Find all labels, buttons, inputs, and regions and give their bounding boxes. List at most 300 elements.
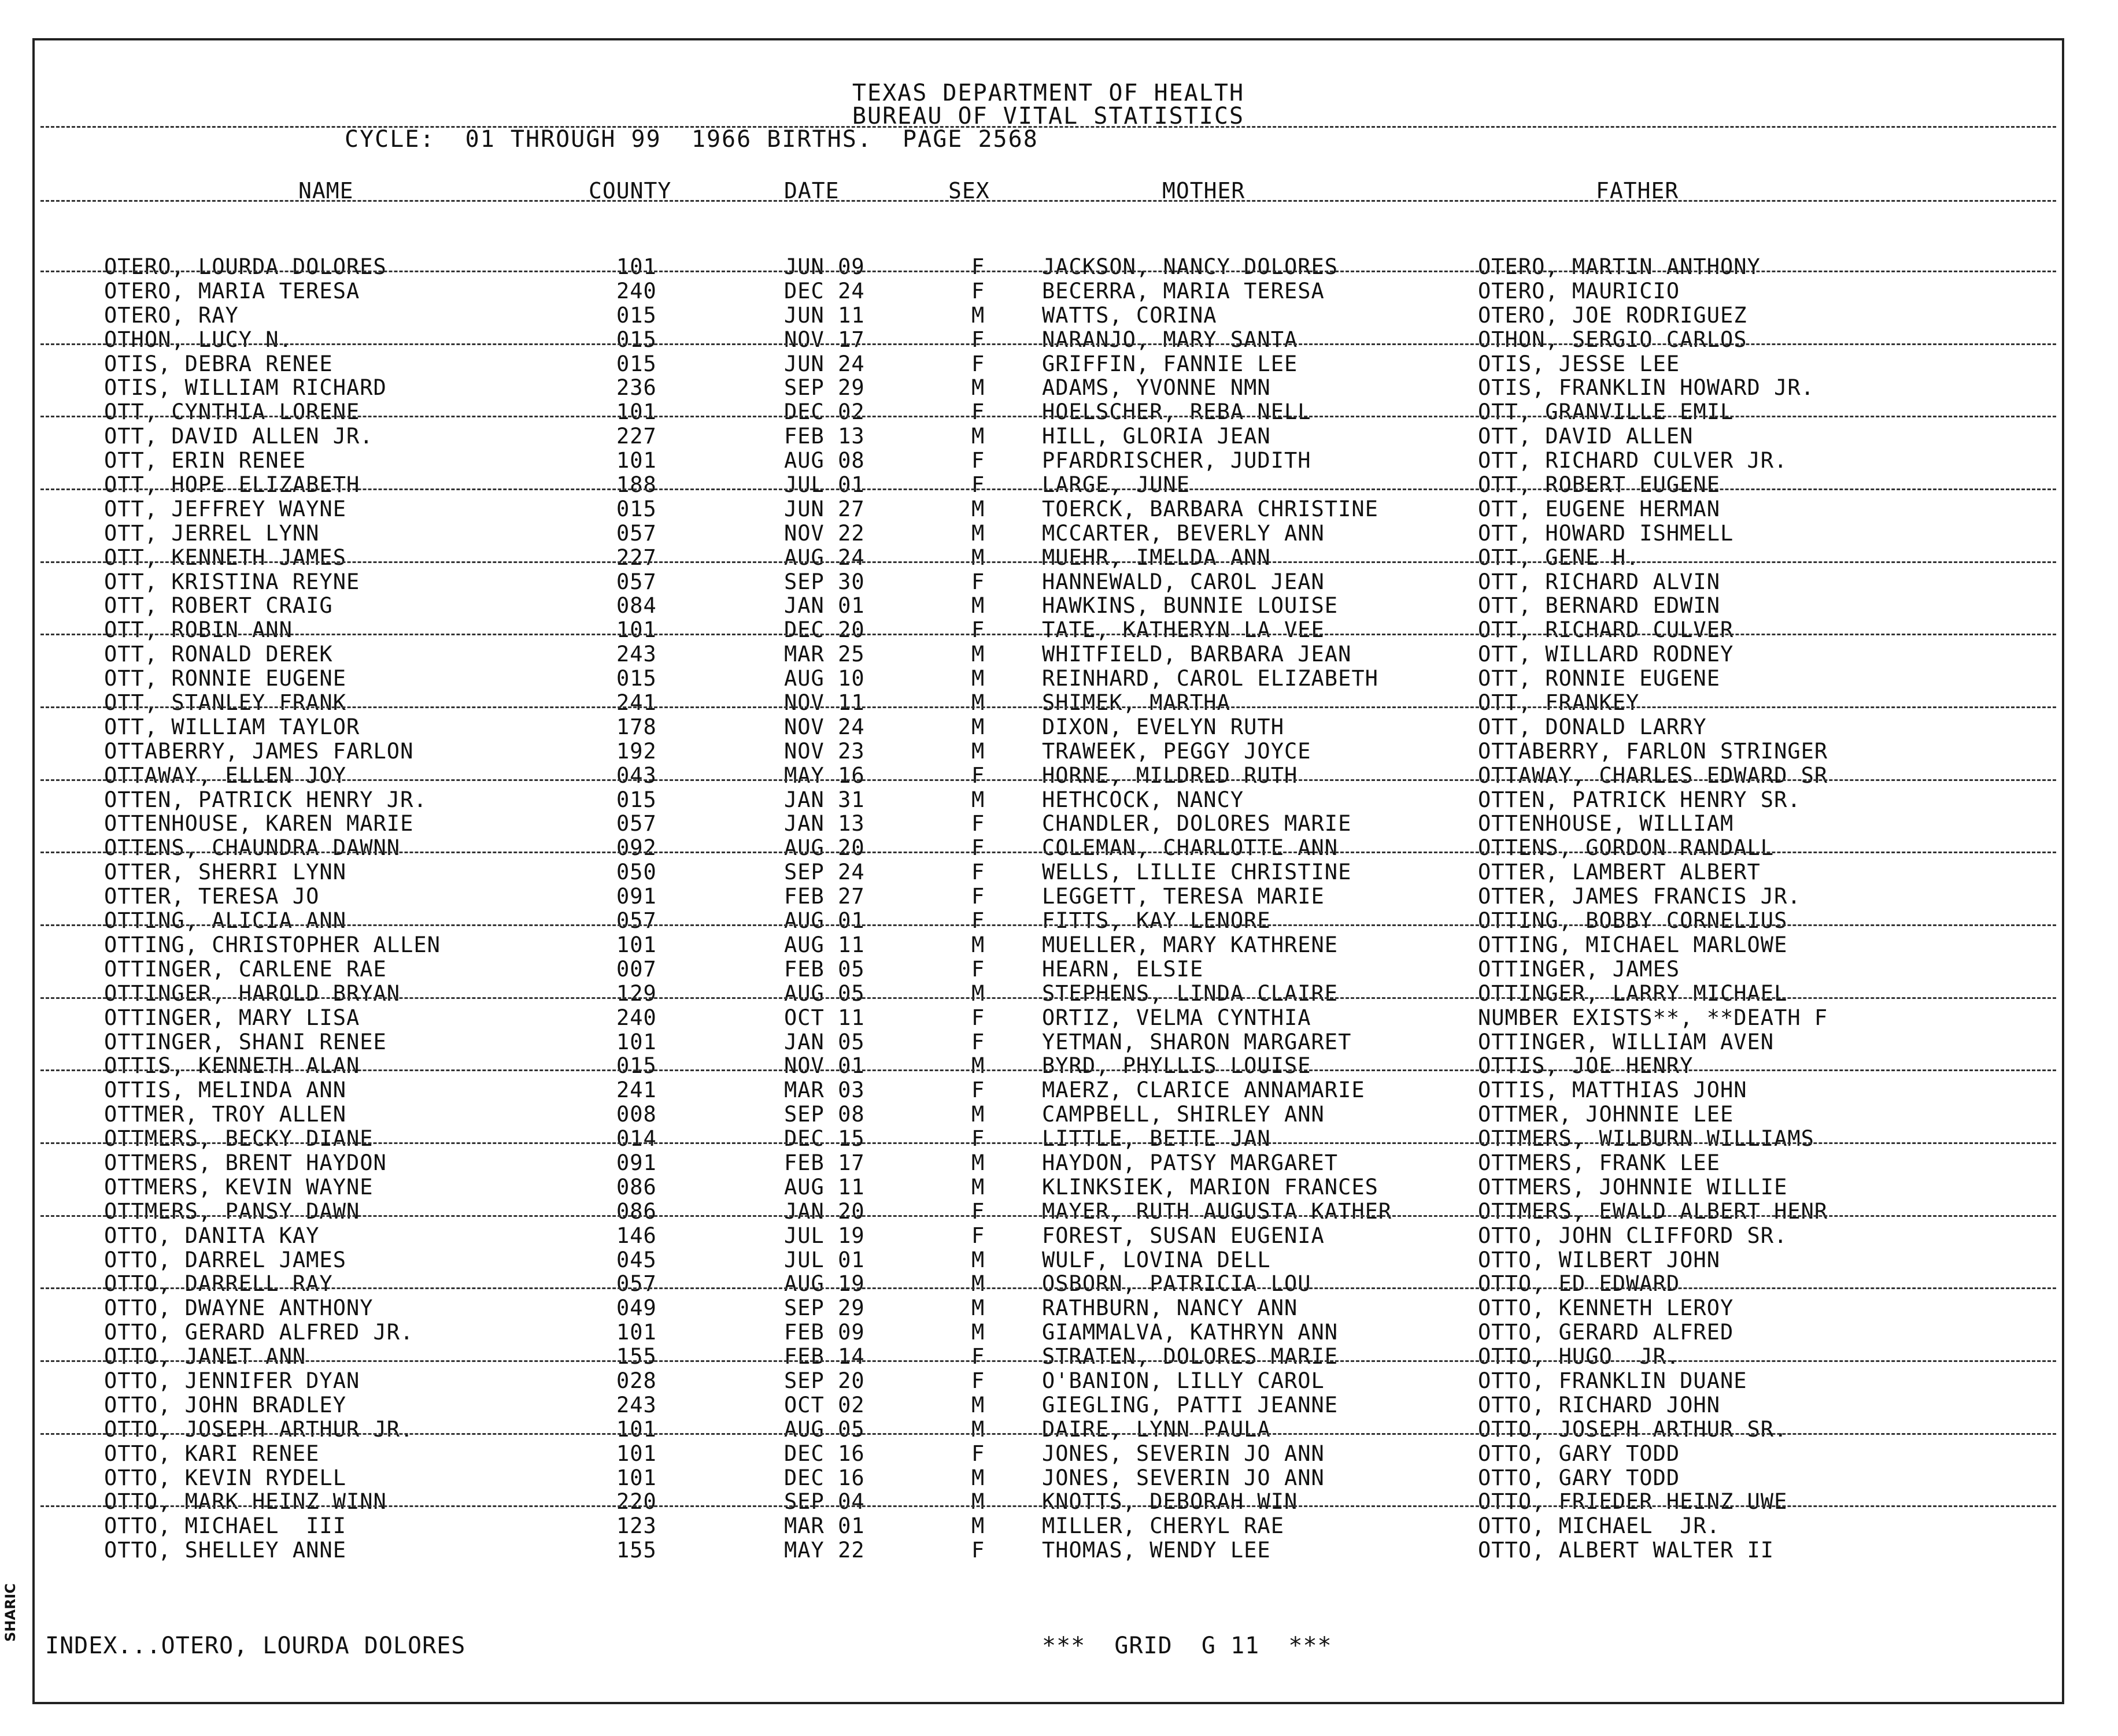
cell-name: OTT, RONNIE EUGENE <box>104 666 346 691</box>
cell-sex: M <box>971 520 985 546</box>
cell-father: OTTER, LAMBERT ALBERT <box>1478 860 1761 885</box>
cell-date: JUL 01 <box>784 472 865 498</box>
cell-county: 015 <box>616 327 657 352</box>
cell-name: OTTO, GERARD ALFRED JR. <box>104 1320 414 1345</box>
cell-date: MAR 03 <box>784 1078 865 1103</box>
cell-county: 091 <box>616 884 657 909</box>
cell-date: SEP 20 <box>784 1368 865 1393</box>
cell-name: OTTING, CHRISTOPHER ALLEN <box>104 932 441 957</box>
cell-father: OTTER, JAMES FRANCIS JR. <box>1478 884 1801 909</box>
cell-county: 050 <box>616 860 657 885</box>
table-row <box>35 424 2062 448</box>
cell-name: OTTER, SHERRI LYNN <box>104 860 346 885</box>
cell-date: JUN 09 <box>784 254 865 279</box>
cell-name: OTTO, SHELLEY ANNE <box>104 1538 346 1563</box>
cell-father: OTERO, MAURICIO <box>1478 278 1680 303</box>
table-row <box>35 1344 2062 1368</box>
table-row <box>35 787 2062 812</box>
cell-date: OCT 11 <box>784 1005 865 1030</box>
cell-mother: WATTS, CORINA <box>1042 302 1217 328</box>
cell-sex: M <box>971 1150 985 1175</box>
table-row <box>35 303 2062 327</box>
cell-father: OTTINGER, WILLIAM AVEN <box>1478 1029 1775 1054</box>
table-row <box>35 1271 2062 1295</box>
cell-name: OTT, HOPE ELIZABETH <box>104 472 360 498</box>
cell-mother: WELLS, LILLIE CHRISTINE <box>1042 860 1352 885</box>
cell-name: OTTAWAY, ELLEN JOY <box>104 762 346 788</box>
cell-county: 178 <box>616 714 657 739</box>
cell-father: NUMBER EXISTS**, **DEATH F <box>1478 1005 1828 1030</box>
cell-date: SEP 29 <box>784 1295 865 1321</box>
cell-date: JAN 01 <box>784 593 865 619</box>
column-header-date: DATE <box>784 178 840 203</box>
table-row <box>35 860 2062 884</box>
cell-name: OTTO, DARRELL RAY <box>104 1271 333 1297</box>
cell-name: OTTMERS, BECKY DIANE <box>104 1126 374 1152</box>
column-header-mother: MOTHER <box>1162 178 1245 203</box>
cell-father: OTTMERS, WILBURN WILLIAMS <box>1478 1126 1814 1152</box>
cell-name: OTHON, LUCY N. <box>104 327 293 352</box>
cell-date: FEB 27 <box>784 884 865 909</box>
cell-date: AUG 05 <box>784 980 865 1006</box>
cell-father: OTTO, ED EDWARD <box>1478 1271 1680 1297</box>
index-footer: INDEX...OTERO, LOURDA DOLORES <box>45 1633 466 1659</box>
cell-sex: F <box>971 399 985 425</box>
cell-sex: F <box>971 327 985 352</box>
cell-county: 192 <box>616 738 657 764</box>
cell-county: 084 <box>616 593 657 619</box>
cell-sex: F <box>971 884 985 909</box>
cell-mother: BECERRA, MARIA TERESA <box>1042 278 1325 303</box>
table-row <box>35 1199 2062 1223</box>
table-row <box>35 1393 2062 1417</box>
table-row <box>35 1223 2062 1248</box>
cell-father: OTTO, HUGO JR. <box>1478 1344 1680 1369</box>
cell-father: OTTO, MICHAEL JR. <box>1478 1513 1720 1539</box>
cell-mother: MCCARTER, BEVERLY ANN <box>1042 520 1325 546</box>
cell-name: OTTO, JANET ANN <box>104 1344 306 1369</box>
table-row <box>35 399 2062 424</box>
cell-sex: M <box>971 496 985 521</box>
cell-date: JAN 31 <box>784 787 865 812</box>
cell-sex: M <box>971 1320 985 1345</box>
cell-mother: WULF, LOVINA DELL <box>1042 1247 1271 1272</box>
cell-mother: HAYDON, PATSY MARGARET <box>1042 1150 1339 1175</box>
table-row <box>35 617 2062 642</box>
document-sheet <box>32 38 2064 1704</box>
cell-county: 049 <box>616 1295 657 1321</box>
cell-sex: M <box>971 787 985 812</box>
cell-name: OTTER, TERESA JO <box>104 884 320 909</box>
cell-sex: F <box>971 1029 985 1054</box>
cell-name: OTT, RONALD DEREK <box>104 642 333 667</box>
cell-mother: SHIMEK, MARTHA <box>1042 690 1230 716</box>
cell-date: FEB 13 <box>784 424 865 449</box>
cell-name: OTTINGER, MARY LISA <box>104 1005 360 1030</box>
table-row <box>35 545 2062 569</box>
table-row <box>35 1053 2062 1078</box>
cell-mother: FITTS, KAY LENORE <box>1042 908 1271 934</box>
cell-date: JUN 27 <box>784 496 865 521</box>
cycle-line: CYCLE: 01 THROUGH 99 1966 BIRTHS. PAGE 2568 <box>345 126 1038 153</box>
cell-date: SEP 08 <box>784 1102 865 1127</box>
cell-date: AUG 19 <box>784 1271 865 1297</box>
bureau-title: BUREAU OF VITAL STATISTICS <box>852 103 1245 129</box>
cell-sex: F <box>971 811 985 836</box>
cell-sex: F <box>971 1441 985 1466</box>
cell-mother: WHITFIELD, BARBARA JEAN <box>1042 642 1352 667</box>
cell-name: OTT, WILLIAM TAYLOR <box>104 714 360 739</box>
cell-sex: F <box>971 1223 985 1248</box>
table-row <box>35 1513 2062 1538</box>
cell-date: DEC 24 <box>784 278 865 303</box>
cell-date: AUG 20 <box>784 835 865 861</box>
cell-county: 146 <box>616 1223 657 1248</box>
cell-name: OTTINGER, HAROLD BRYAN <box>104 980 401 1006</box>
cell-name: OTTMER, TROY ALLEN <box>104 1102 346 1127</box>
cell-father: OTT, WILLARD RODNEY <box>1478 642 1734 667</box>
cell-sex: M <box>971 1392 985 1417</box>
cell-date: AUG 11 <box>784 1174 865 1200</box>
cell-father: OTTIS, JOE HENRY <box>1478 1053 1694 1079</box>
cell-county: 101 <box>616 1465 657 1490</box>
cell-county: 155 <box>616 1538 657 1563</box>
cell-date: DEC 16 <box>784 1441 865 1466</box>
cell-mother: OSBORN, PATRICIA LOU <box>1042 1271 1311 1297</box>
cell-mother: CHANDLER, DOLORES MARIE <box>1042 811 1352 836</box>
cell-sex: M <box>971 738 985 764</box>
cell-mother: TRAWEEK, PEGGY JOYCE <box>1042 738 1311 764</box>
cell-name: OTTO, MARK HEINZ WINN <box>104 1489 387 1515</box>
cell-county: 086 <box>616 1174 657 1200</box>
cell-sex: M <box>971 980 985 1006</box>
cell-sex: F <box>971 1538 985 1563</box>
table-row <box>35 739 2062 763</box>
cell-sex: M <box>971 302 985 328</box>
cell-father: OTT, RICHARD CULVER JR. <box>1478 448 1788 473</box>
cell-father: OTTO, WILBERT JOHN <box>1478 1247 1720 1272</box>
cell-name: OTTO, JOSEPH ARTHUR JR. <box>104 1416 414 1442</box>
cell-sex: M <box>971 1174 985 1200</box>
cell-name: OTERO, RAY <box>104 302 239 328</box>
cell-mother: COLEMAN, CHARLOTTE ANN <box>1042 835 1339 861</box>
column-header-county: COUNTY <box>589 178 672 203</box>
cell-county: 043 <box>616 762 657 788</box>
cell-name: OTTINGER, CARLENE RAE <box>104 956 387 982</box>
cell-name: OTTENHOUSE, KAREN MARIE <box>104 811 414 836</box>
cell-father: OTIS, JESSE LEE <box>1478 351 1680 376</box>
cell-date: NOV 17 <box>784 327 865 352</box>
table-row <box>35 642 2062 666</box>
cell-mother: JACKSON, NANCY DOLORES <box>1042 254 1339 279</box>
cell-mother: O'BANION, LILLY CAROL <box>1042 1368 1325 1393</box>
cell-father: OTERO, MARTIN ANTHONY <box>1478 254 1761 279</box>
cell-date: SEP 29 <box>784 375 865 401</box>
cell-name: OTT, KENNETH JAMES <box>104 545 346 570</box>
cell-father: OTTO, ALBERT WALTER II <box>1478 1538 1775 1563</box>
table-row <box>35 957 2062 981</box>
table-row <box>35 1030 2062 1054</box>
cell-date: FEB 14 <box>784 1344 865 1369</box>
table-row <box>35 1078 2062 1102</box>
cell-mother: HORNE, MILDRED RUTH <box>1042 762 1298 788</box>
cell-county: 015 <box>616 1053 657 1079</box>
cell-father: OTTO, FRANKLIN DUANE <box>1478 1368 1747 1393</box>
cell-father: OTTABERRY, FARLON STRINGER <box>1478 738 1828 764</box>
header-divider <box>40 126 2056 128</box>
cell-mother: RATHBURN, NANCY ANN <box>1042 1295 1298 1321</box>
cell-name: OTT, JEFFREY WAYNE <box>104 496 346 521</box>
cell-name: OTTO, JENNIFER DYAN <box>104 1368 360 1393</box>
cell-father: OTTO, JOSEPH ARTHUR SR. <box>1478 1416 1788 1442</box>
cell-sex: M <box>971 1271 985 1297</box>
table-row <box>35 763 2062 787</box>
table-row <box>35 981 2062 1005</box>
cell-father: OTTMERS, FRANK LEE <box>1478 1150 1720 1175</box>
cell-name: OTT, DAVID ALLEN JR. <box>104 424 374 449</box>
cell-name: OTTO, DARREL JAMES <box>104 1247 346 1272</box>
table-row <box>35 521 2062 545</box>
cell-mother: KLINKSIEK, MARION FRANCES <box>1042 1174 1378 1200</box>
grid-footer: *** GRID G 11 *** <box>1042 1633 1332 1659</box>
cell-father: OTTO, GARY TODD <box>1478 1465 1680 1490</box>
cell-father: OTT, RONNIE EUGENE <box>1478 666 1720 691</box>
cell-sex: F <box>971 569 985 594</box>
cell-mother: GRIFFIN, FANNIE LEE <box>1042 351 1298 376</box>
cell-sex: F <box>971 617 985 643</box>
cell-date: NOV 23 <box>784 738 865 764</box>
cell-mother: LEGGETT, TERESA MARIE <box>1042 884 1325 909</box>
cell-county: 101 <box>616 1441 657 1466</box>
cell-sex: F <box>971 1126 985 1152</box>
cell-sex: F <box>971 448 985 473</box>
cell-county: 057 <box>616 811 657 836</box>
records-table <box>35 254 2062 1562</box>
cell-sex: M <box>971 545 985 570</box>
cell-father: OTTMER, JOHNNIE LEE <box>1478 1102 1734 1127</box>
cell-mother: HILL, GLORIA JEAN <box>1042 424 1271 449</box>
cell-mother: CAMPBELL, SHIRLEY ANN <box>1042 1102 1325 1127</box>
cell-father: OTTING, BOBBY CORNELIUS <box>1478 908 1788 934</box>
cell-date: AUG 05 <box>784 1416 865 1442</box>
cell-county: 101 <box>616 399 657 425</box>
cell-father: OTT, DAVID ALLEN <box>1478 424 1694 449</box>
cell-sex: M <box>971 593 985 619</box>
cell-mother: JONES, SEVERIN JO ANN <box>1042 1441 1325 1466</box>
table-row <box>35 1441 2062 1465</box>
cell-name: OTT, JERREL LYNN <box>104 520 320 546</box>
cell-date: DEC 15 <box>784 1126 865 1152</box>
cell-name: OTTABERRY, JAMES FARLON <box>104 738 414 764</box>
cell-name: OTTO, DWAYNE ANTHONY <box>104 1295 374 1321</box>
cell-date: JUN 11 <box>784 302 865 328</box>
table-row <box>35 1126 2062 1150</box>
cell-mother: ORTIZ, VELMA CYNTHIA <box>1042 1005 1311 1030</box>
cell-mother: LARGE, JUNE <box>1042 472 1191 498</box>
cell-sex: F <box>971 278 985 303</box>
table-row <box>35 1320 2062 1344</box>
cell-name: OTTENS, CHAUNDRA DAWNN <box>104 835 401 861</box>
cell-date: DEC 02 <box>784 399 865 425</box>
cell-date: JUL 19 <box>784 1223 865 1248</box>
cell-date: NOV 24 <box>784 714 865 739</box>
table-row <box>35 932 2062 957</box>
cell-father: OTERO, JOE RODRIGUEZ <box>1478 302 1747 328</box>
cell-sex: M <box>971 1416 985 1442</box>
cell-father: OTTO, KENNETH LEROY <box>1478 1295 1734 1321</box>
cell-mother: PFARDRISCHER, JUDITH <box>1042 448 1311 473</box>
cell-county: 123 <box>616 1513 657 1539</box>
cell-date: JUL 01 <box>784 1247 865 1272</box>
table-row <box>35 908 2062 932</box>
cell-mother: REINHARD, CAROL ELIZABETH <box>1042 666 1378 691</box>
cell-sex: M <box>971 714 985 739</box>
table-row <box>35 1489 2062 1513</box>
cell-sex: M <box>971 642 985 667</box>
table-row <box>35 593 2062 617</box>
cell-county: 241 <box>616 690 657 716</box>
table-row <box>35 1175 2062 1199</box>
cell-county: 101 <box>616 254 657 279</box>
cell-date: NOV 11 <box>784 690 865 716</box>
cell-father: OTHON, SERGIO CARLOS <box>1478 327 1747 352</box>
cell-county: 243 <box>616 1392 657 1417</box>
table-row <box>35 569 2062 594</box>
cell-sex: M <box>971 1247 985 1272</box>
cell-father: OTTIS, MATTHIAS JOHN <box>1478 1078 1747 1103</box>
cell-father: OTIS, FRANKLIN HOWARD JR. <box>1478 375 1814 401</box>
cell-mother: MUEHR, IMELDA ANN <box>1042 545 1271 570</box>
table-row <box>35 1368 2062 1393</box>
cell-name: OTTO, DANITA KAY <box>104 1223 320 1248</box>
table-row <box>35 884 2062 908</box>
cell-county: 129 <box>616 980 657 1006</box>
cell-father: OTTINGER, LARRY MICHAEL <box>1478 980 1788 1006</box>
cell-father: OTTMERS, JOHNNIE WILLIE <box>1478 1174 1788 1200</box>
cell-sex: F <box>971 860 985 885</box>
cell-mother: TATE, KATHERYN LA VEE <box>1042 617 1325 643</box>
cell-sex: M <box>971 690 985 716</box>
cell-date: AUG 08 <box>784 448 865 473</box>
cell-sex: F <box>971 1344 985 1369</box>
cell-sex: F <box>971 908 985 934</box>
table-row <box>35 1102 2062 1126</box>
column-header-name: NAME <box>298 178 354 203</box>
cell-father: OTTO, JOHN CLIFFORD SR. <box>1478 1223 1788 1248</box>
cell-sex: M <box>971 1295 985 1321</box>
cell-county: 101 <box>616 1416 657 1442</box>
cell-date: SEP 30 <box>784 569 865 594</box>
cell-county: 057 <box>616 908 657 934</box>
cell-name: OTTO, KARI RENEE <box>104 1441 320 1466</box>
cell-mother: KNOTTS, DEBORAH WIN <box>1042 1489 1298 1515</box>
cell-county: 101 <box>616 1320 657 1345</box>
cell-name: OTTO, KEVIN RYDELL <box>104 1465 346 1490</box>
cell-date: SEP 04 <box>784 1489 865 1515</box>
cell-county: 236 <box>616 375 657 401</box>
cell-father: OTTMERS, EWALD ALBERT HENR <box>1478 1198 1828 1224</box>
cell-name: OTTING, ALICIA ANN <box>104 908 346 934</box>
cell-county: 220 <box>616 1489 657 1515</box>
cell-name: OTTO, MICHAEL III <box>104 1513 346 1539</box>
cell-name: OTT, ERIN RENEE <box>104 448 306 473</box>
cell-date: DEC 20 <box>784 617 865 643</box>
cell-sex: M <box>971 666 985 691</box>
cell-county: 015 <box>616 666 657 691</box>
cell-name: OTT, KRISTINA REYNE <box>104 569 360 594</box>
column-header-father: FATHER <box>1596 178 1679 203</box>
cell-name: OTERO, MARIA TERESA <box>104 278 360 303</box>
table-row <box>35 715 2062 739</box>
table-row <box>35 666 2062 690</box>
cell-county: 240 <box>616 278 657 303</box>
cell-mother: HEARN, ELSIE <box>1042 956 1204 982</box>
cell-county: 008 <box>616 1102 657 1127</box>
table-row <box>35 1248 2062 1272</box>
table-row <box>35 254 2062 279</box>
cell-father: OTT, EUGENE HERMAN <box>1478 496 1720 521</box>
cell-sex: M <box>971 932 985 957</box>
cell-father: OTTO, RICHARD JOHN <box>1478 1392 1720 1417</box>
cell-county: 057 <box>616 569 657 594</box>
cell-father: OTTEN, PATRICK HENRY SR. <box>1478 787 1801 812</box>
cell-sex: F <box>971 762 985 788</box>
cell-date: AUG 10 <box>784 666 865 691</box>
cell-name: OTTMERS, BRENT HAYDON <box>104 1150 387 1175</box>
cell-county: 015 <box>616 787 657 812</box>
cell-father: OTTENHOUSE, WILLIAM <box>1478 811 1734 836</box>
cell-mother: HETHCOCK, NANCY <box>1042 787 1244 812</box>
cell-name: OTIS, DEBRA RENEE <box>104 351 333 376</box>
cell-county: 007 <box>616 956 657 982</box>
cell-mother: NARANJO, MARY SANTA <box>1042 327 1298 352</box>
cell-name: OTT, ROBERT CRAIG <box>104 593 333 619</box>
table-row <box>35 1295 2062 1320</box>
cell-father: OTTING, MICHAEL MARLOWE <box>1478 932 1788 957</box>
table-row <box>35 811 2062 835</box>
cell-father: OTT, RICHARD CULVER <box>1478 617 1734 643</box>
cell-mother: ADAMS, YVONNE NMN <box>1042 375 1271 401</box>
cell-county: 028 <box>616 1368 657 1393</box>
cell-county: 015 <box>616 351 657 376</box>
cell-father: OTT, RICHARD ALVIN <box>1478 569 1720 594</box>
cell-sex: F <box>971 351 985 376</box>
cell-name: OTTINGER, SHANI RENEE <box>104 1029 387 1054</box>
cell-father: OTTAWAY, CHARLES EDWARD SR <box>1478 762 1828 788</box>
table-row <box>35 327 2062 351</box>
cell-name: OTT, ROBIN ANN <box>104 617 293 643</box>
cell-mother: GIEGLING, PATTI JEANNE <box>1042 1392 1339 1417</box>
table-row <box>35 279 2062 303</box>
table-row <box>35 690 2062 715</box>
table-row <box>35 448 2062 472</box>
cell-father: OTT, DONALD LARRY <box>1478 714 1707 739</box>
cell-name: OTTMERS, KEVIN WAYNE <box>104 1174 374 1200</box>
table-row <box>35 497 2062 521</box>
cell-mother: BYRD, PHYLLIS LOUISE <box>1042 1053 1311 1079</box>
cell-sex: M <box>971 424 985 449</box>
cell-date: AUG 01 <box>784 908 865 934</box>
cell-mother: STRATEN, DOLORES MARIE <box>1042 1344 1339 1369</box>
table-row <box>35 375 2062 399</box>
table-row <box>35 1150 2062 1175</box>
cell-mother: YETMAN, SHARON MARGARET <box>1042 1029 1352 1054</box>
cell-date: FEB 09 <box>784 1320 865 1345</box>
cell-father: OTT, HOWARD ISHMELL <box>1478 520 1734 546</box>
cell-mother: MUELLER, MARY KATHRENE <box>1042 932 1339 957</box>
cell-father: OTT, GENE H. <box>1478 545 1640 570</box>
cell-father: OTTO, FRIEDER HEINZ UWE <box>1478 1489 1788 1515</box>
